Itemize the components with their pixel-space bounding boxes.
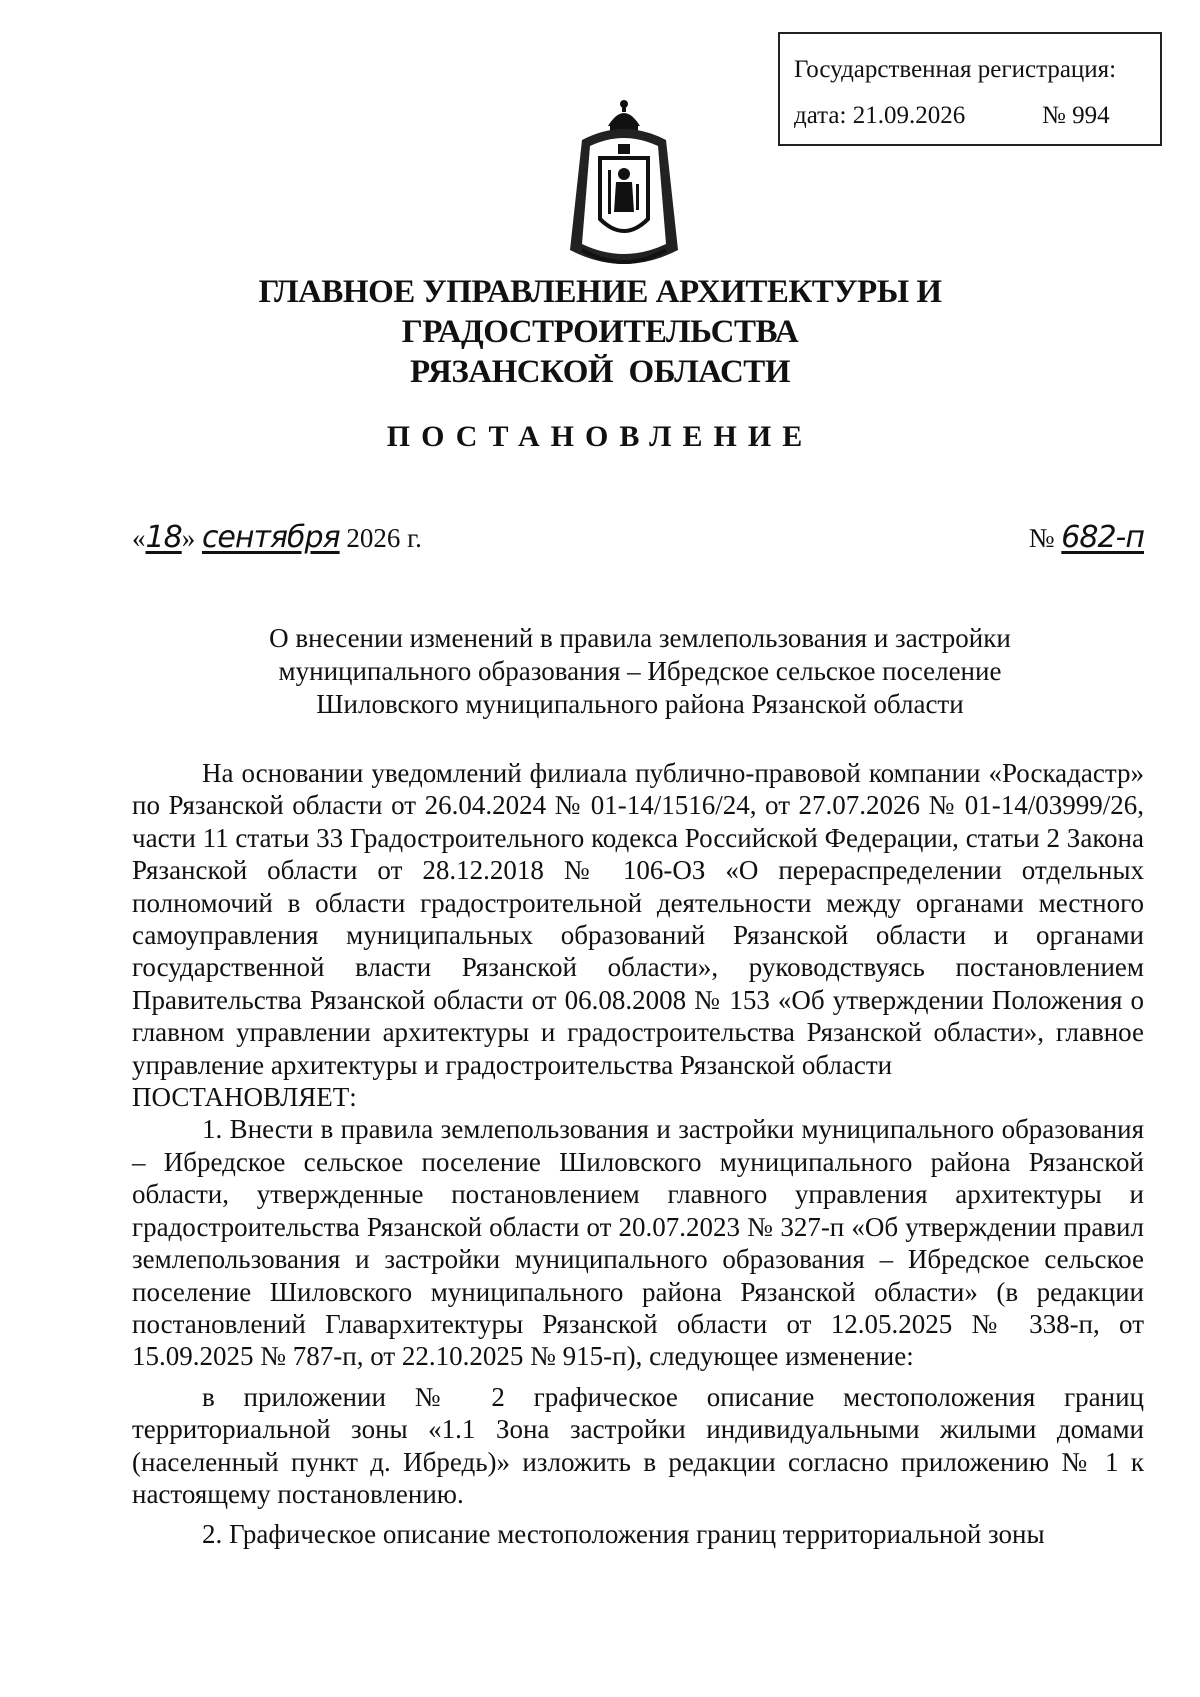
date-number-row: [132, 520, 1144, 570]
date-open-quote: «: [132, 523, 146, 553]
subject-line2: муниципального образования – Ибредское сельское поселение: [278, 656, 1002, 686]
registration-title: Государственная регистрация:: [794, 56, 1117, 83]
date-day: 18: [145, 520, 182, 555]
registration-number: № 994: [1042, 102, 1110, 129]
date-month: сентября: [201, 520, 340, 555]
document-type: ПОСТАНОВЛЕНИЕ: [386, 420, 814, 453]
item-1-sub-paragraph: в приложении № 2 графическое описание местоположения границ территориальной зоны «1.1 Зона застройки индивидуальными жилыми домами (населенный пункт д. Ибредь)» изложить в редакции согласно приложению № 1 к настоящему постановлению.: [132, 1381, 1144, 1509]
number-value: 682-п: [1061, 520, 1144, 555]
ryazan-coat-of-arms-icon: [562, 100, 686, 278]
organization-title: [60, 272, 1140, 392]
document-body: [132, 757, 1144, 1551]
preamble-paragraph: На основании уведомлений филиала публично-правовой компании «Роскадастр» по Рязанской области от 26.04.2024 № 01-14/1516/24, от 27.07.2026 № 01-14/03999/26, части 11 статьи 33 Градостроительного кодекса Российской Федерации, статьи 2 Закона Рязанской области от 28.12.2018 № 106-ОЗ «О перераспределении отдельных полномочий в области градостроительной деятельности между органами местного самоуправления муниципальных образований Рязанской области и органами государственной власти Рязанской области», руководствуясь постановлением Правительства Рязанской области от 06.08.2008 № 153 «Об утверждении Положения о главном управлении архитектуры и градостроительства Рязанской области», главное управление архитектуры и градостроительства Рязанской области: [132, 758, 1144, 1080]
subject-line1: О внесении изменений в правила землепользования и застройки: [269, 623, 1011, 653]
document-date: [132, 520, 422, 555]
resolves-heading: ПОСТАНОВЛЯЕТ:: [132, 1082, 357, 1113]
registration-stamp: [778, 32, 1162, 146]
item-1-paragraph: 1. Внести в правила землепользования и застройки муниципального образования – Ибредское сельское поселение Шиловского муниципального района Рязанской области, утвержденные постановлением главного управления архитектуры и градостроительства Рязанской области от 20.07.2023 № 327-п «Об утверждении правил землепользования и застройки муниципального образования – Ибредское сельское поселение Шиловского муниципального района Рязанской области» (в редакции постановлений Главархитектуры Рязанской области от 12.05.2025 № 338-п, от 15.09.2025 № 787-п, от 22.10.2025 № 915-п), следующее изменение:: [132, 1114, 1144, 1372]
number-sign: №: [1028, 523, 1055, 553]
registration-line: [794, 100, 1154, 131]
date-close-quote: »: [181, 523, 196, 553]
subject-line3: Шиловского муниципального района Рязанской области: [316, 689, 964, 719]
organization-title-line1: ГЛАВНОЕ УПРАВЛЕНИЕ АРХИТЕКТУРЫ И ГРАДОСТРОИТЕЛЬСТВА: [258, 274, 942, 350]
document-number: [1029, 520, 1144, 555]
document-subject: [140, 622, 1140, 721]
organization-title-line2: РЯЗАНСКОЙ ОБЛАСТИ: [410, 354, 790, 390]
registration-date: дата: 21.09.2026: [794, 102, 966, 129]
date-year: 2026 г.: [346, 523, 422, 553]
item-2-paragraph: 2. Графическое описание местоположения границ территориальной зоны: [202, 1519, 1045, 1550]
